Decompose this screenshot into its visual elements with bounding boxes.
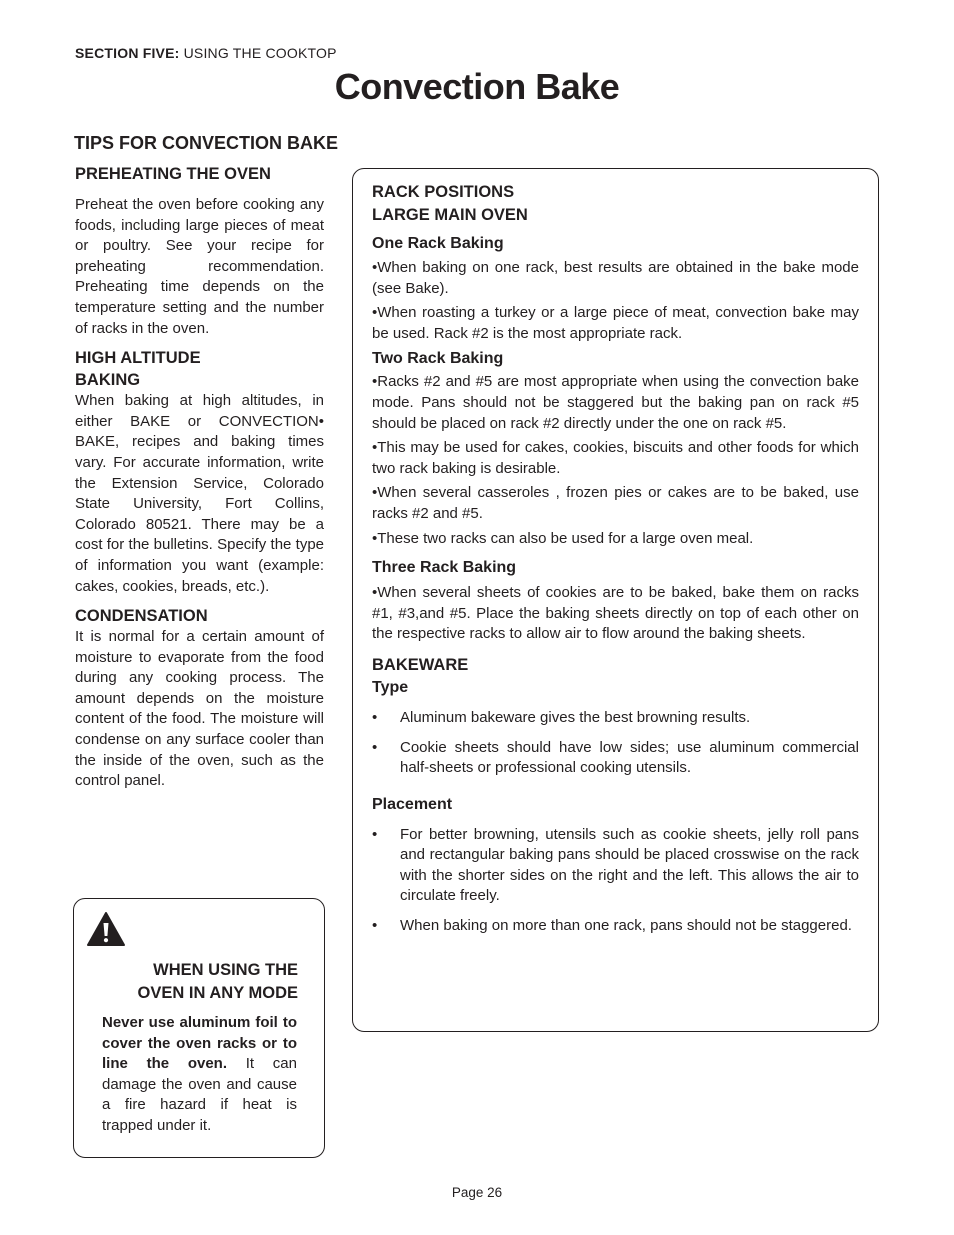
condensation-text: It is normal for a certain amount of moisture to evaporate from the food during any cooking process. The amount depends on the moisture content of the food. The moisture will condense on any surface cooler than the inside of the oven, such as the control panel.: [75, 628, 324, 790]
preheat-text: Preheat the oven before cooking any foods, including large pieces of meat or poultry. See your recipe for preheating recommendation. Preheating time depends on the temperature setting and the number of racks in the oven.: [75, 196, 324, 337]
warning-title: [102, 959, 298, 1005]
rack-heading-line-1: RACK POSITIONS: [372, 183, 515, 201]
section-number: SECTION FIVE:: [75, 45, 180, 61]
warning-triangle-icon: [86, 911, 126, 947]
bullet: •: [372, 917, 378, 935]
warning-bold-text: Never use aluminum foil to cover the oven racks or to line the oven.: [102, 1014, 297, 1073]
placement-list: [372, 825, 859, 937]
warning-title-line-2: OVEN IN ANY MODE: [137, 984, 298, 1002]
warning-text: [102, 1013, 297, 1137]
warning-box: [73, 898, 325, 1158]
altitude-text: When baking at high altitudes, in either BAKE or CONVECTION• BAKE, recipes and baking times vary. For accurate information, write the Extension Service, Colorado State University, Fort Collins, Colorado 80521. There may be a cost for the bulletins. Specify the type of information you want (example: cakes, cookies, breads, etc.).: [75, 392, 324, 595]
tips-heading: TIPS FOR CONVECTION BAKE: [74, 133, 339, 153]
preheat-heading: PREHEATING THE OVEN: [75, 165, 271, 183]
three-rack-heading: Three Rack Baking: [372, 559, 517, 577]
list-item-text: Cookie sheets should have low sides; use aluminum commercial half-sheets or professional cooking utensils.: [400, 738, 859, 777]
list-item: [372, 825, 859, 907]
rack-heading-line-2: LARGE MAIN OVEN: [372, 206, 528, 224]
type-heading: Type: [372, 678, 409, 696]
page-number: Page 26: [451, 1185, 503, 1200]
rack-positions-box: [352, 168, 879, 1032]
two-rack-heading: Two Rack Baking: [372, 350, 504, 368]
bullet: •: [372, 708, 378, 726]
three-rack-para: •When several sheets of cookies are to be baked, bake them on racks #1, #3,and #5. Place the baking sheets directly on top of each other on the respective racks to allow air to flow around the baking sheets.: [372, 584, 859, 643]
bakeware-heading: BAKEWARE: [372, 655, 469, 674]
left-column: [75, 163, 324, 792]
condensation-heading: CONDENSATION: [75, 607, 208, 626]
one-rack-heading: One Rack Baking: [372, 235, 504, 252]
type-list: [372, 708, 859, 779]
list-item-text: Aluminum bakeware gives the best browning results.: [400, 708, 751, 726]
section-label: [75, 45, 337, 61]
warning-title-line-1: WHEN USING THE: [153, 961, 298, 979]
bullet: •: [372, 738, 378, 756]
page-title: Convection Bake: [334, 66, 620, 107]
one-rack-para: •When roasting a turkey or a large piece of meat, convection bake may be used. Rack #2 is the most appropriate rack.: [372, 304, 859, 342]
list-item-text: For better browning, utensils such as cookie sheets, jelly roll pans and rectangular baking pans should be placed crosswise on the rack with the shorter sides on the right and the left. This allows the air to circulate freely.: [400, 825, 859, 905]
list-item: [372, 916, 859, 937]
list-item-text: When baking on more than one rack, pans should not be staggered.: [400, 917, 852, 935]
list-item: [372, 708, 859, 729]
two-rack-para: •This may be used for cakes, cookies, biscuits and other foods for which two rack baking is desirable.: [372, 439, 859, 477]
rack-positions-heading: [372, 181, 859, 227]
warning-normal-text: It can damage the oven and cause a fire hazard if heat is trapped under it.: [102, 1055, 297, 1134]
two-rack-para: •When several casseroles , frozen pies or cakes are to be baked, use racks #2 and #5.: [372, 484, 859, 522]
section-name: USING THE COOKTOP: [183, 45, 337, 61]
altitude-heading: [75, 347, 324, 391]
altitude-heading-line-1: HIGH ALTITUDE: [75, 349, 201, 368]
two-rack-para: •These two racks can also be used for a large oven meal.: [372, 529, 754, 547]
placement-heading: Placement: [372, 795, 453, 813]
bullet: •: [372, 825, 378, 843]
list-item: [372, 738, 859, 779]
one-rack-para: •When baking on one rack, best results are obtained in the bake mode (see Bake).: [372, 259, 859, 297]
two-rack-para: •Racks #2 and #5 are most appropriate when using the convection bake mode. Pans should not be staggered but the baking pan on rack #5 should be placed on rack #2 directly under the one on rack #5.: [372, 373, 859, 432]
altitude-heading-line-2: BAKING: [75, 371, 141, 390]
